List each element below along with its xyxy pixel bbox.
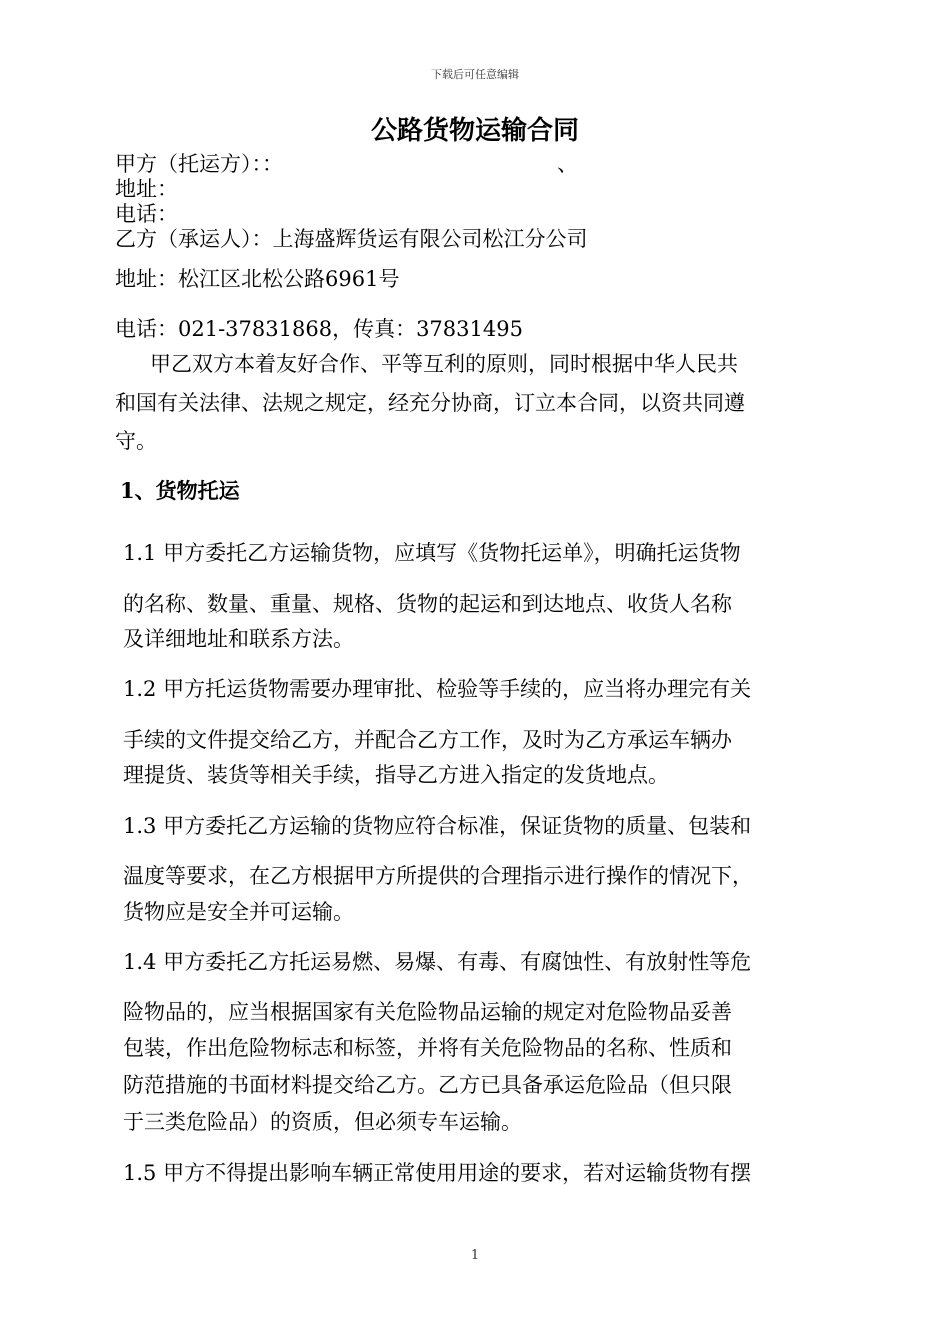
party-a-address-label: 地址： bbox=[115, 177, 178, 201]
clause-line: 1.5 甲方不得提出影响车辆正常使用用途的要求，若对运输货物有摆 bbox=[123, 1161, 752, 1185]
clause-line: 的名称、数量、重量、规格、货物的起运和到达地点、收货人名称 bbox=[123, 592, 732, 616]
clause-line: 险物品的，应当根据国家有关危险物品运输的规定对危险物品妥善 bbox=[123, 1000, 732, 1024]
header-note: 下载后可任意编辑 bbox=[431, 68, 519, 81]
clause-line: 1.4 甲方委托乙方托运易燃、易爆、有毒、有腐蚀性、有放射性等危 bbox=[123, 950, 752, 974]
party-b-address: 地址：松江区北松公路6961号 bbox=[115, 267, 400, 291]
clause-line: 1.2 甲方托运货物需要办理审批、检验等手续的，应当将办理完有关 bbox=[123, 677, 752, 701]
section-heading: 1、货物托运 bbox=[120, 478, 240, 503]
clause-line: 及详细地址和联系方法。 bbox=[123, 627, 354, 651]
party-a-label: 甲方（托运方）：： bbox=[115, 152, 283, 176]
party-b-name: 乙方（承运人）：上海盛辉货运有限公司松江分公司 bbox=[115, 227, 588, 251]
clause-line: 1.1 甲方委托乙方运输货物，应填写《货物托运单》，明确托运货物 bbox=[123, 541, 741, 565]
clause-line: 理提货、装货等相关手续，指导乙方进入指定的发货地点。 bbox=[123, 763, 669, 787]
clause-line: 防范措施的书面材料提交给乙方。乙方已具备承运危险品（但只限 bbox=[123, 1073, 732, 1097]
clause-line: 于三类危险品）的资质，但必须专车运输。 bbox=[123, 1110, 522, 1134]
document-title: 公路货物运输合同 bbox=[370, 116, 579, 146]
party-b-contact: 电话：021-37831868，传真：37831495 bbox=[115, 317, 523, 341]
preamble-line: 甲乙双方本着友好合作、平等互利的原则，同时根据中华人民共 bbox=[150, 352, 738, 376]
clause-line: 手续的文件提交给乙方，并配合乙方工作，及时为乙方承运车辆办 bbox=[123, 728, 732, 752]
party-a-trailing-mark: 、 bbox=[557, 152, 578, 176]
page-number: 1 bbox=[470, 1248, 480, 1263]
clause-line: 温度等要求，在乙方根据甲方所提供的合理指示进行操作的情况下， bbox=[123, 864, 753, 888]
preamble-line: 和国有关法律、法规之规定，经充分协商，订立本合同，以资共同遵 bbox=[115, 391, 745, 415]
clause-line: 1.3 甲方委托乙方运输的货物应符合标准，保证货物的质量、包装和 bbox=[123, 814, 752, 838]
preamble-line: 守。 bbox=[115, 429, 157, 453]
clause-line: 包装，作出危险物标志和标签，并将有关危险物品的名称、性质和 bbox=[123, 1036, 732, 1060]
clause-line: 货物应是安全并可运输。 bbox=[123, 900, 354, 924]
party-a-phone-label: 电话： bbox=[115, 202, 178, 226]
